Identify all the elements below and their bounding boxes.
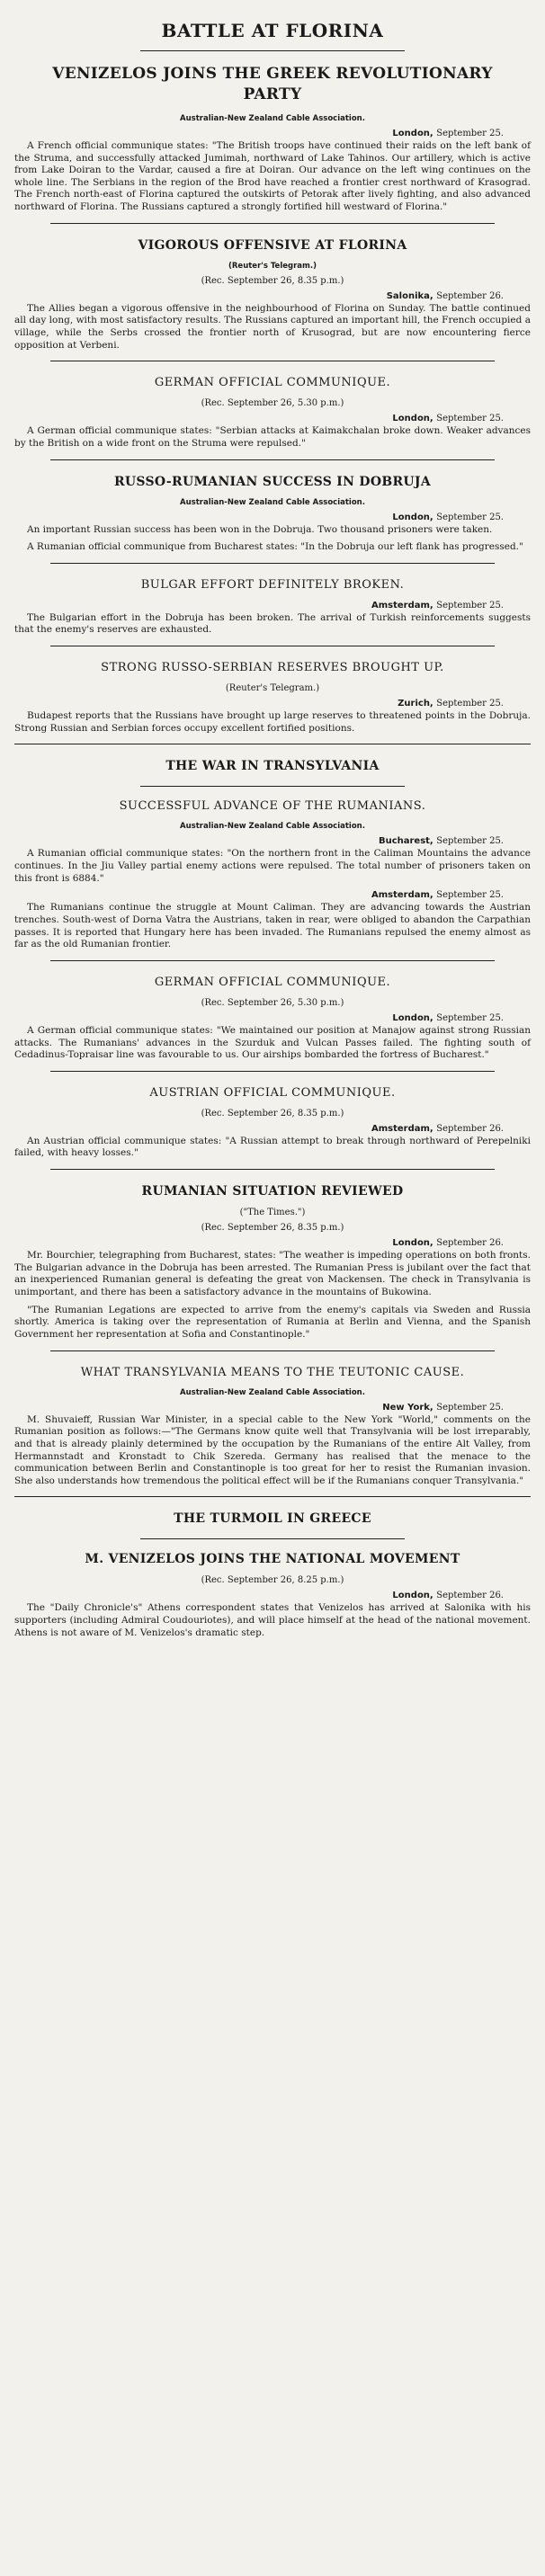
dateline-date: September 25. — [436, 1012, 504, 1023]
article-heading: RUSSO-RUMANIAN SUCCESS IN DOBRUJA — [113, 474, 432, 489]
dateline-date: September 25. — [436, 699, 504, 709]
agency-credit: Australian-New Zealand Cable Association. — [180, 113, 365, 123]
dateline-date: September 25. — [436, 512, 504, 522]
dateline — [14, 414, 504, 423]
divider — [50, 1071, 495, 1072]
dateline-place: Amsterdam, — [371, 890, 433, 901]
article-subheading: SUCCESSFUL ADVANCE OF THE RUMANIANS. — [119, 799, 426, 814]
dateline-place: London, — [392, 1591, 433, 1601]
article-heading: WHAT TRANSYLVANIA MEANS TO THE TEUTONIC CAUSE. — [80, 1365, 465, 1379]
dateline-place: London, — [392, 1012, 433, 1023]
article-german-communique-2 — [14, 970, 531, 1062]
received-time: (Rec. September 26, 5.30 p.m.) — [201, 997, 344, 1008]
article-austrian-communique — [14, 1081, 531, 1160]
dateline-place: London, — [392, 414, 433, 424]
dateline — [14, 291, 504, 301]
dateline-place: London, — [392, 1238, 433, 1249]
article-text: The Bulgarian effort in the Dobruja has been broken. The arrival of Turkish reinforcements suggests that the enemy's reserves are exhausted. — [14, 611, 531, 636]
dateline-date: September 25. — [436, 414, 504, 424]
received-time: (Rec. September 26, 8.35 p.m.) — [201, 1108, 344, 1119]
agency-credit: Australian-New Zealand Cable Association. — [180, 497, 365, 507]
divider — [50, 1169, 495, 1170]
article-text: An Austrian official communique states: "A Russian attempt to break through northward of Perepelniki failed, with heavy losses." — [14, 1135, 531, 1159]
article-heading: RUMANIAN SITUATION REVIEWED — [141, 1184, 404, 1199]
dateline — [14, 129, 504, 138]
dateline-place: London, — [392, 128, 433, 138]
received-time: (Rec. September 26, 8.25 p.m.) — [201, 1575, 344, 1586]
dateline-place: Bucharest, — [378, 836, 433, 847]
article-text: Mr. Bourchier, telegraphing from Bucharest, states: "The weather is impeding operations on both fronts. The Bulgarian advance in the Dobruja has been arrested. The Rumanian Press is jubilant over the fact that an inexperienced Rumanian general is defeating the great von Mackensen. The check in Transylvania is unimportant, and there has been a satisfactory advance in the mountains of Bukowina. — [14, 1250, 531, 1298]
page-title: BATTLE AT FLORINA — [161, 20, 384, 41]
article-heading: VIGOROUS OFFENSIVE AT FLORINA — [138, 237, 407, 253]
divider — [140, 1538, 405, 1539]
article-text: A French official communique states: "The British troops have continued their raids on the left bank of the Struma, and successfully attacked Jumimah, northward of Lake Tahinos. Our artillery, which is active from Lake Doiran to the Vardar, caused a fire at Doiran. Our advance on the left wing continues on the whole line. The Serbians in the region of the Brod have reached a frontier crest northward of Krasograd. The French north-east of Florina captured the outskirts of Petorak after lively fighting, and also advanced northward of Florina. The Russians captured a strongly fortified hill westward of Florina." — [14, 139, 531, 213]
article-text: A German official communique states: "Serbian attacks at Kaimakchalan broke down. Weaker advances by the British on a wide front on the Struma were repulsed." — [14, 425, 531, 449]
article-text: The Rumanians continue the struggle at Mount Caliman. They are advancing towards the Austrian trenches. South-west of Dorna Vatra the Austrians, taken in rear, were obliged to abandon the Carpathian passes. It is reported that Hungary here has been invaded. The Rumanians repulsed the enemy almost as far as the old Rumanian frontier. — [14, 902, 531, 950]
dateline-date: September 25. — [436, 600, 504, 611]
dateline-place: Amsterdam, — [371, 600, 433, 611]
article-heading: STRONG RUSSO-SERBIAN RESERVES BROUGHT UP. — [101, 661, 444, 675]
article-transylvania-teutonic — [14, 1360, 531, 1488]
dateline-place: London, — [392, 512, 433, 522]
dateline-date: September 26. — [436, 1238, 504, 1249]
dateline — [14, 1124, 504, 1134]
newspaper-page — [14, 0, 531, 2576]
agency-credit: ("The Times.") — [239, 1208, 306, 1218]
article-text: Budapest reports that the Russians have brought up large reserves to threatened points in the Dobruja. Strong Russian and Serbian forces occupy excellent fortified positions. — [14, 710, 531, 734]
article-bulgar-effort — [14, 573, 531, 637]
dateline-place: New York, — [382, 1402, 433, 1413]
article-heading: THE TURMOIL IN GREECE — [174, 1511, 371, 1527]
dateline-date: September 26. — [436, 1591, 504, 1601]
dateline-date: September 25. — [436, 1402, 504, 1413]
article-russo-rumanian-success — [14, 469, 531, 554]
dateline — [14, 601, 504, 611]
article-war-in-transylvania — [14, 753, 531, 950]
article-text: "The Rumanian Legations are expected to arrive from the enemy's capitals via Sweden and Russia shortly. America is taking over the representation of Rumania at Berlin and Vienna, and the Spanish Government her representation at Sofia and Constantinople." — [14, 1304, 531, 1340]
divider — [50, 960, 495, 961]
agency-credit: Australian-New Zealand Cable Association. — [180, 822, 365, 832]
agency-credit: Australian-New Zealand Cable Association. — [180, 1387, 365, 1397]
dateline-date: September 25. — [436, 128, 504, 138]
dateline — [14, 890, 504, 900]
article-heading: VENIZELOS JOINS THE GREEK REVOLUTIONARY PARTY — [52, 65, 493, 103]
dateline — [14, 699, 504, 709]
dateline — [14, 836, 504, 846]
dateline-place: Zurich, — [398, 699, 433, 709]
received-time: (Rec. September 26, 5.30 p.m.) — [201, 398, 344, 409]
article-subheading: M. VENIZELOS JOINS THE NATIONAL MOVEMENT — [85, 1552, 460, 1567]
article-text: M. Shuvaieff, Russian War Minister, in a special cable to the New York "World," comments on the Rumanian position as follows:—"The Germans know quite well that Transylvania will be lost irreparably, and that is already plainly determined by the occupation by the Rumanians of the entire Alt Valley, from Hermannstadt and Kronstadt to Chik Szereda. Germany has realised that the menace to the communication between Berlin and Constantinople is too great for her to resist the Rumanian invasion. She also understands how tremendous the political effect will be if the Rumanians conquer Transylvania." — [14, 1413, 531, 1486]
article-text: A Rumanian official communique from Bucharest states: "In the Dobruja our left flank has progressed." — [27, 541, 523, 553]
article-rumanian-situation — [14, 1179, 531, 1341]
divider — [140, 50, 405, 51]
article-russo-serbian-reserves — [14, 655, 531, 735]
dateline — [14, 1013, 504, 1023]
divider — [140, 786, 405, 787]
dateline-date: September 26. — [436, 1123, 504, 1134]
article-text: The "Daily Chronicle's" Athens correspondent states that Venizelos has arrived at Salonika with his supporters (including Admiral Coudouriotes), and will place himself at the head of the national movement. Athens is not aware of M. Venizelos's dramatic step. — [14, 1602, 531, 1638]
article-vigorous-offensive — [14, 233, 531, 352]
article-text: The Allies began a vigorous offensive in the neighbourhood of Florina on Sunday. The battle continued all day long, with most satisfactory results. The Russians captured an important hill, the French occupied a village, while the Serbs crossed the frontier north of Krusograd, but are now encountering fierce opposition at Verbeni. — [14, 302, 531, 351]
article-turmoil-in-greece — [14, 1506, 531, 1639]
agency-credit: (Reuter's Telegram.) — [225, 683, 320, 694]
divider — [50, 1350, 495, 1351]
dateline — [14, 513, 504, 522]
divider — [50, 223, 495, 224]
divider — [14, 1496, 531, 1497]
article-heading: AUSTRIAN OFFICIAL COMMUNIQUE. — [149, 1085, 396, 1100]
received-time: (Rec. September 26, 8.35 p.m.) — [201, 1223, 344, 1234]
received-time: (Rec. September 26, 8.35 p.m.) — [201, 275, 344, 286]
article-heading: GERMAN OFFICIAL COMMUNIQUE. — [154, 975, 391, 989]
divider — [50, 459, 495, 460]
dateline-date: September 26. — [436, 290, 504, 301]
article-heading: GERMAN OFFICIAL COMMUNIQUE. — [154, 376, 391, 390]
dateline-place: Amsterdam, — [371, 1123, 433, 1134]
dateline-place: Salonika, — [386, 290, 433, 301]
article-text: A German official communique states: "We maintained our position at Manajow against strong Russian attacks. The Rumanians' advances in the Szurduk and Vulcan Passes failed. The fighting south of Cedadinus-Topraisar line was favourable to us. Our airships bombarded the fortress of Bucharest." — [14, 1024, 531, 1061]
dateline-date: September 25. — [436, 836, 504, 847]
dateline — [14, 1591, 504, 1600]
divider — [50, 563, 495, 564]
article-heading: BULGAR EFFORT DEFINITELY BROKEN. — [140, 577, 405, 592]
dateline-date: September 25. — [436, 890, 504, 901]
article-text: A Rumanian official communique states: "On the northern front in the Caliman Mountains the advance continues. In the Jiu Valley partial enemy actions were repulsed. The total number of prisoners taken on this front is 6884." — [14, 848, 531, 884]
dateline — [14, 1238, 504, 1248]
article-heading: THE WAR IN TRANSYLVANIA — [165, 759, 380, 774]
article-german-communique — [14, 370, 531, 450]
agency-credit: (Reuter's Telegram.) — [228, 261, 317, 271]
article-venizelos-joins — [14, 58, 531, 214]
dateline — [14, 1403, 504, 1413]
article-text: An important Russian success has been won in the Dobruja. Two thousand prisoners were taken. — [27, 523, 493, 535]
